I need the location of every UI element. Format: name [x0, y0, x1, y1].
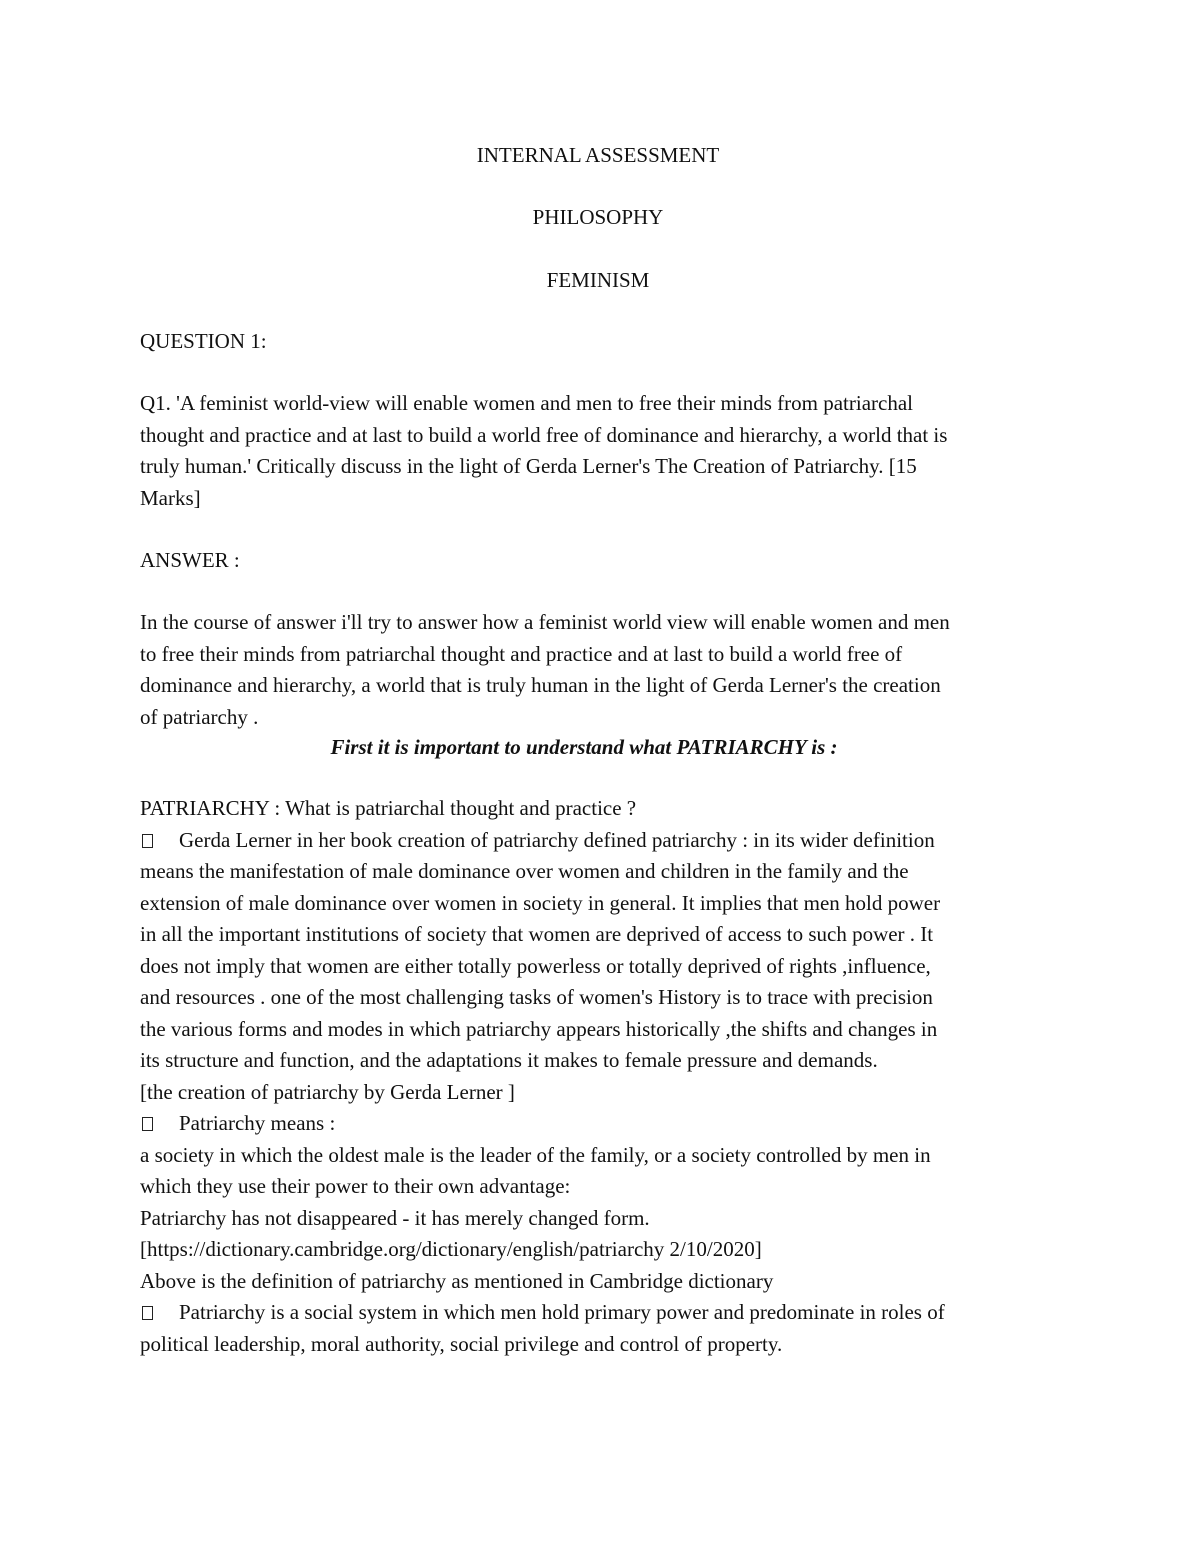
answer-line: to free their minds from patriarchal thought and practice and at last to build a world free of: [140, 641, 903, 666]
answer-line: In the course of answer i'll try to answer how a feminist world view will enable women and men: [140, 610, 950, 634]
question-line: Q1. 'A feminist world-view will enable women and men to free their minds from patriarchal: [140, 391, 913, 415]
bullet-line: the various forms and modes in which patriarchy appears historically ,the shifts and changes in: [140, 1016, 938, 1041]
patriarchy-subheading: First it is important to understand what PATRIARCHY is :: [330, 735, 838, 759]
question-heading: QUESTION 1:: [140, 329, 267, 353]
patriarchy-heading: PATRIARCHY : What is patriarchal thought and practice ?: [140, 796, 637, 820]
patriarchy-section: [140, 793, 1070, 1360]
answer-heading: ANSWER :: [140, 548, 240, 572]
citation-lerner: [the creation of patriarchy by Gerda Lerner ]: [140, 1079, 515, 1104]
bullet-box-icon: [142, 834, 153, 848]
bullet-box-icon: [142, 1117, 153, 1131]
bullet-item: Gerda Lerner in her book creation of patriarchy defined patriarchy : in its wider definition: [140, 825, 1070, 857]
bullet-line: does not imply that women are either totally powerless or totally deprived of rights ,influence,: [140, 953, 931, 978]
bullet-item: Patriarchy is a social system in which men hold primary power and predominate in roles of: [140, 1297, 1070, 1329]
bullet-line: Above is the definition of patriarchy as mentioned in Cambridge dictionary: [140, 1268, 774, 1293]
bullet-line: in all the important institutions of society that women are deprived of access to such power . It: [140, 922, 934, 946]
citation-cambridge: [https://dictionary.cambridge.org/dictionary/english/patriarchy 2/10/2020]: [140, 1237, 762, 1261]
title-internal-assessment: INTERNAL ASSESSMENT: [476, 143, 720, 167]
question-text: [140, 388, 1070, 514]
bullet-line: a society in which the oldest male is the leader of the family, or a society controlled by men in: [140, 1142, 931, 1167]
bullet-line: extension of male dominance over women in society in general. It implies that men hold power: [140, 890, 941, 915]
answer-line: dominance and hierarchy, a world that is truly human in the light of Gerda Lerner's the creation: [140, 673, 941, 697]
bullet-line: means the manifestation of male dominance over women and children in the family and the: [140, 859, 909, 883]
question-line: thought and practice and at last to build a world free of dominance and hierarchy, a world that is: [140, 422, 948, 447]
title-feminism: FEMINISM: [546, 268, 650, 292]
title-philosophy: PHILOSOPHY: [532, 205, 664, 229]
answer-line: of patriarchy .: [140, 704, 259, 729]
bullet-box-icon: [142, 1306, 153, 1320]
bullet-line: which they use their power to their own advantage:: [140, 1174, 571, 1198]
answer-text: [140, 607, 1070, 733]
bullet-item: Patriarchy means :: [140, 1108, 1070, 1140]
bullet-line: its structure and function, and the adaptations it makes to female pressure and demands.: [140, 1048, 878, 1072]
question-line: truly human.' Critically discuss in the light of Gerda Lerner's The Creation of Patriarchy. [15: [140, 454, 917, 478]
bullet-line: Patriarchy has not disappeared - it has merely changed form.: [140, 1205, 650, 1230]
bullet-line: and resources . one of the most challenging tasks of women's History is to trace with precision: [140, 985, 933, 1009]
question-line: Marks]: [140, 485, 201, 510]
bullet-line: political leadership, moral authority, social privilege and control of property.: [140, 1331, 783, 1356]
